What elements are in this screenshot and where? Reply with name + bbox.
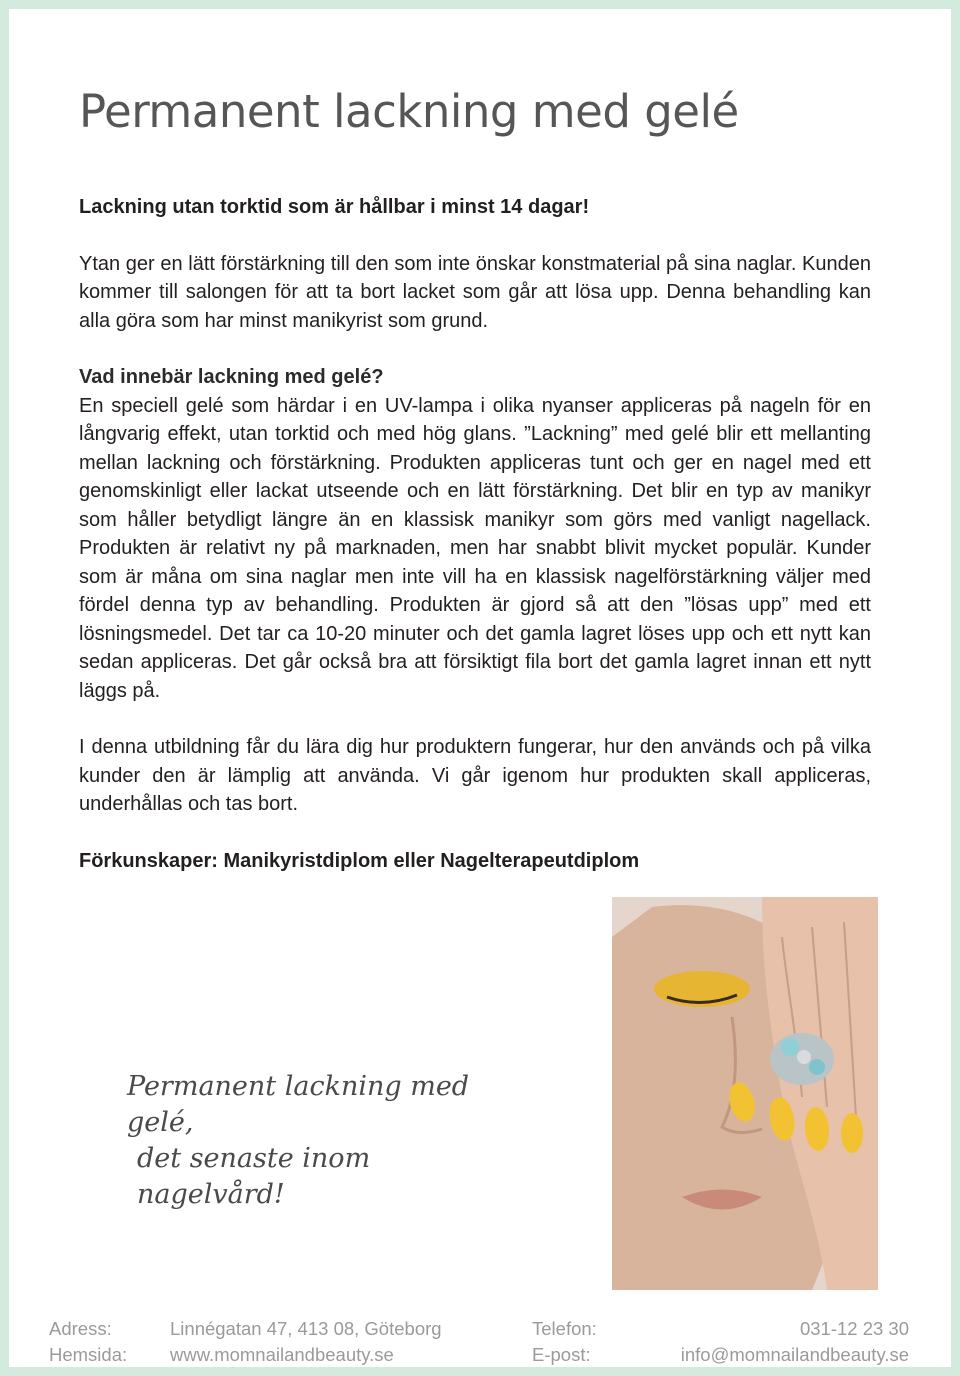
address-label: Adress: [49, 1318, 112, 1339]
footer-row-1 [49, 1316, 909, 1342]
main-content [79, 193, 871, 875]
explanation-paragraph: En speciell gelé som härdar i en UV-lampa i olika nyanser appliceras på nageln för en långvarig effekt, utan torktid och med hög glans. ”Lackning” med gelé blir ett mellanting mellan lackning och förstärkning. Produkten appliceras tunt och ger en nagel med ett genomskinligt eller lackat utseende och en lätt förstärkning. Det blir en typ av manikyr som håller betydligt längre än en klassisk manikyr som görs med vanligt nagellack. Produkten är relativt ny på marknaden, men har snabbt blivit mycket populär. Kunder som är måna om sina naglar men inte vill ha en klassisk nagelförstärkning väljer med fördel denna typ av behandling. Produkten är gjord så att den ”lösas upp” med ett lösningsmedel. Det tar ca 10-20 minuter och det gamla lagret löses upp och ett nytt kan sedan appliceras. Det går också bra att försiktigt fila bort det gamla lagret innan ett nytt läggs på. [79, 394, 871, 702]
section-heading: Vad innebär lackning med gelé? [79, 366, 384, 388]
website-link[interactable]: www.momnailandbeauty.se [170, 1344, 394, 1365]
prerequisites-text: Förkunskaper: Manikyristdiplom eller Nagelterapeutdiplom [79, 849, 640, 872]
tagline [127, 1069, 487, 1213]
course-paragraph: I denna utbildning får du lära dig hur produktern fungerar, hur den används och på vilka kunder den är lämplig att använda. Vi går igenom hur produkten skall appliceras, underhållas och tas bort. [79, 736, 871, 815]
footer-row-2 [49, 1342, 909, 1368]
tagline-line-1: Permanent lackning med gelé, [127, 1071, 470, 1138]
intro-paragraph: Ytan ger en lätt förstärkning till den som inte önskar konstmaterial på sina naglar. Kunden kommer till salongen för att ta bort lacket som går att lösa upp. Denna behandling kan alla göra som har minst manikyrist som grund. [79, 252, 871, 332]
model-photo [612, 897, 878, 1290]
phone-label: Telefon: [532, 1318, 597, 1339]
website-label: Hemsida: [49, 1344, 128, 1365]
lead-text: Lackning utan torktid som är hållbar i minst 14 dagar! [79, 196, 590, 218]
address-value: Linnégatan 47, 413 08, Göteborg [170, 1318, 442, 1339]
email-link[interactable]: info@momnailandbeauty.se [680, 1344, 909, 1365]
tagline-line-2: det senaste inom nagelvård! [137, 1143, 371, 1210]
page-title: Permanent lackning med gelé [79, 85, 739, 138]
email-label: E-post: [532, 1344, 591, 1365]
contact-footer [49, 1316, 909, 1368]
phone-value: 031-12 23 30 [799, 1318, 909, 1339]
